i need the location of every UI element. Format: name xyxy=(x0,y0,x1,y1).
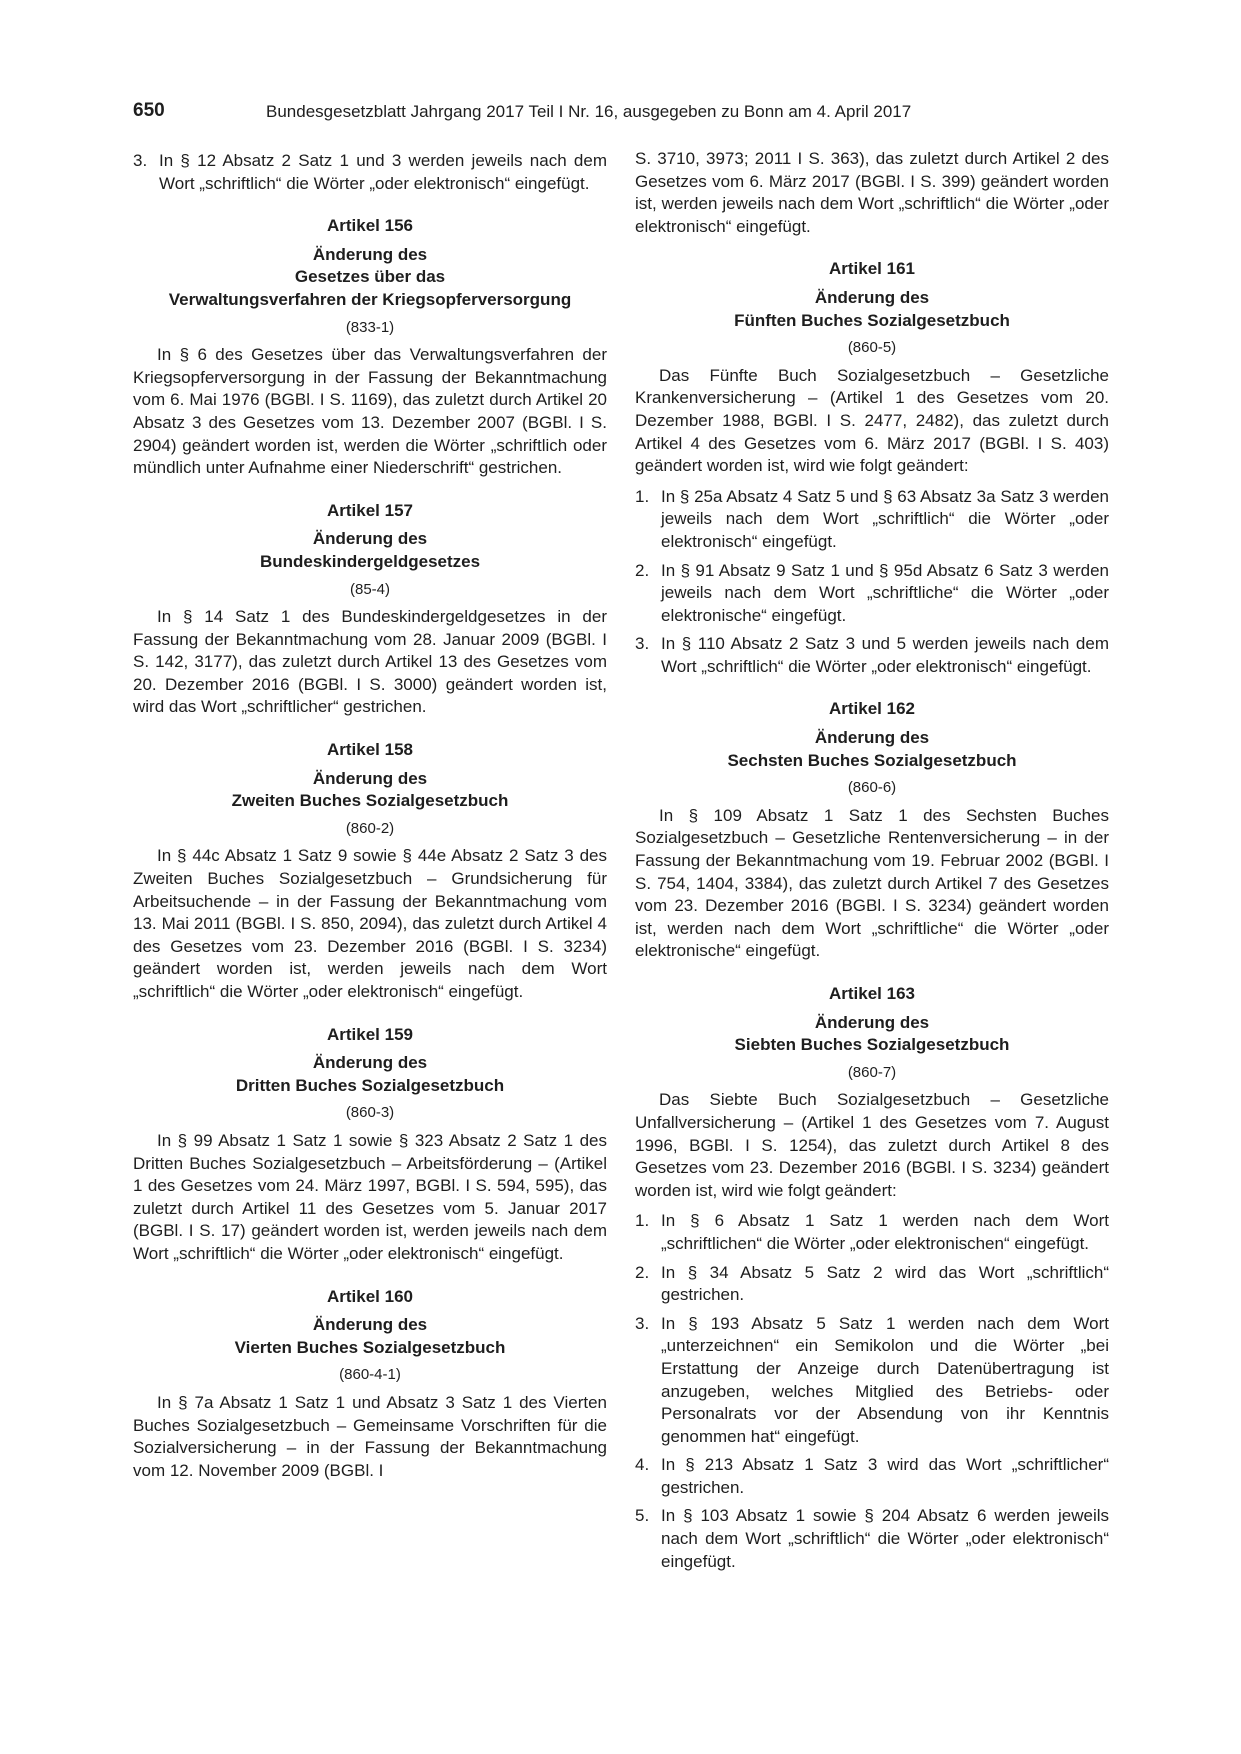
article-paragraph-continued: S. 3710, 3973; 2011 I S. 363), das zuletzt durch Artikel 2 des Gesetzes vom 6. März 2017 (BGBl. I S. 399) geändert worden ist, werden jeweils nach dem Wort „schriftlich“ die Wörter „oder elektronisch“ eingefügt. xyxy=(635,149,1109,236)
list-item xyxy=(635,486,1109,554)
article-subtitle: Siebten Buches Sozialgesetzbuch xyxy=(734,1035,1010,1055)
list-item xyxy=(635,560,1109,628)
article-paragraph: Das Siebte Buch Sozialgesetzbuch – Gesetzliche Unfallversicherung – (Artikel 1 des Gesetzes vom 7. August 1996, BGBl. I S. 1254), das zuletzt durch Artikel 8 des Gesetzes vom 23. Dezember 2016 (BGBl. I S. 3234) geändert worden ist, wird wie folgt geändert: xyxy=(635,1090,1109,1200)
article-subtitle: Änderung des xyxy=(312,1315,428,1335)
article-160 xyxy=(133,1286,607,1483)
item-text: In § 91 Absatz 9 Satz 1 und § 95d Absatz 6 Satz 3 werden jeweils nach dem Wort „schriftliche“ die Wörter „oder elektronische“ eingefügt. xyxy=(661,560,1109,625)
article-title: Artikel 161 xyxy=(829,259,915,279)
item-number: 1. xyxy=(635,1211,650,1231)
page-header xyxy=(133,100,1113,128)
article-subtitle: Änderung des xyxy=(312,529,428,549)
article-title: Artikel 159 xyxy=(327,1024,413,1044)
item-number: 3. xyxy=(133,151,148,170)
article-subtitle: Verwaltungsverfahren der Kriegsopferversorgung xyxy=(168,289,572,309)
item-number: 5. xyxy=(635,1506,650,1526)
article-subtitle: Änderung des xyxy=(312,244,428,264)
article-reference: (860-4-1) xyxy=(339,1366,401,1384)
item-text: In § 103 Absatz 1 sowie § 204 Absatz 6 werden jeweils nach dem Wort „schriftlich“ die Wörter „oder elektronisch“ eingefügt. xyxy=(661,1506,1109,1571)
article-subtitle: Änderung des xyxy=(312,1053,428,1073)
article-subtitle: Fünften Buches Sozialgesetzbuch xyxy=(734,310,1010,330)
list-item xyxy=(133,150,607,195)
article-subtitle: Zweiten Buches Sozialgesetzbuch xyxy=(231,791,509,811)
article-reference: (833-1) xyxy=(345,318,395,336)
article-title: Artikel 158 xyxy=(327,740,413,760)
article-paragraph: In § 44c Absatz 1 Satz 9 sowie § 44e Absatz 2 Satz 3 des Zweiten Buches Sozialgesetzbuch – Grundsicherung für Arbeitsuchende – in der Fassung der Bekanntmachung vom 13. Mai 2011 (BGBl. I S. 850, 2094), das zuletzt durch Artikel 4 des Gesetzes vom 23. Dezember 2016 (BGBl. I S. 3234) geändert worden ist, werden jeweils nach dem Wort „schriftlich“ die Wörter „oder elektronisch“ eingefügt. xyxy=(133,846,607,1001)
article-subtitle: Sechsten Buches Sozialgesetzbuch xyxy=(727,750,1017,770)
item-text: In § 34 Absatz 5 Satz 2 wird das Wort „schriftlich“ gestrichen. xyxy=(661,1262,1109,1305)
item-number: 2. xyxy=(635,560,650,580)
item-text: In § 213 Absatz 1 Satz 3 wird das Wort „schriftlicher“ gestrichen. xyxy=(661,1455,1109,1497)
article-reference: (860-2) xyxy=(345,819,395,837)
article-title: Artikel 157 xyxy=(327,500,413,520)
article-158 xyxy=(133,739,607,1004)
article-reference: (860-3) xyxy=(345,1104,395,1122)
item-number: 3. xyxy=(635,634,650,654)
article-title: Artikel 163 xyxy=(829,984,915,1003)
list-item xyxy=(635,1454,1109,1499)
article-163 xyxy=(635,983,1109,1573)
list-item xyxy=(635,1505,1109,1573)
list-item xyxy=(635,1313,1109,1449)
right-column xyxy=(635,148,1109,1579)
item-text: In § 12 Absatz 2 Satz 1 und 3 werden jeweils nach dem Wort „schriftlich“ die Wörter „oder elektronisch“ eingefügt. xyxy=(159,151,607,193)
running-head: Bundesgesetzblatt Jahrgang 2017 Teil I Nr. 16, ausgegeben zu Bonn am 4. April 2017 xyxy=(266,102,912,121)
article-title: Artikel 160 xyxy=(327,1286,413,1306)
article-156 xyxy=(133,215,607,480)
item-text: In § 25a Absatz 4 Satz 5 und § 63 Absatz 3a Satz 3 werden jeweils nach dem Wort „schriftlich“ die Wörter „oder elektronisch“ eingefügt. xyxy=(661,486,1109,551)
item-text: In § 6 Absatz 1 Satz 1 werden nach dem Wort „schriftlichen“ die Wörter „oder elektronischen“ eingefügt. xyxy=(661,1211,1109,1253)
article-subtitle: Dritten Buches Sozialgesetzbuch xyxy=(235,1075,505,1095)
article-subtitle: Änderung des xyxy=(312,768,428,788)
article-subtitle: Vierten Buches Sozialgesetzbuch xyxy=(234,1337,506,1357)
page-number: 650 xyxy=(133,100,165,121)
item-text: In § 110 Absatz 2 Satz 3 und 5 werden jeweils nach dem Wort „schriftlich“ die Wörter „oder elektronisch“ eingefügt. xyxy=(661,634,1109,676)
item-number: 1. xyxy=(635,486,650,506)
item-text: In § 193 Absatz 5 Satz 1 werden nach dem Wort „unterzeichnen“ ein Semikolon und die Wörter „bei Erstattung der Anzeige durch Datenübertragung ist anzugeben, welches Mitglied des Betriebs- oder Personalrats vor der Absendung von ihr Kenntnis genommen hat“ eingefügt. xyxy=(661,1313,1109,1446)
article-reference: (860-6) xyxy=(847,779,897,797)
article-reference: (860-5) xyxy=(847,339,897,357)
article-paragraph: In § 109 Absatz 1 Satz 1 des Sechsten Buches Sozialgesetzbuch – Gesetzliche Rentenversicherung – in der Fassung der Bekanntmachung vom 19. Februar 2002 (BGBl. I S. 754, 1404, 3384), das zuletzt durch Artikel 7 des Gesetzes vom 23. Dezember 2016 (BGBl. I S. 3234) geändert worden ist, werden nach dem Wort „schriftliche“ die Wörter „oder elektronische“ eingefügt. xyxy=(635,805,1109,961)
article-title: Artikel 156 xyxy=(327,216,413,236)
article-paragraph: In § 14 Satz 1 des Bundeskindergeldgesetzes in der Fassung der Bekanntmachung vom 28. Januar 2009 (BGBl. I S. 142, 3177), das zuletzt durch Artikel 13 des Gesetzes vom 20. Dezember 2016 (BGBl. I S. 3000) geändert worden ist, wird das Wort „schriftlicher“ gestrichen. xyxy=(133,607,607,717)
article-161 xyxy=(635,258,1109,678)
article-paragraph: In § 6 des Gesetzes über das Verwaltungsverfahren der Kriegsopferversorgung in der Fassung der Bekanntmachung vom 6. Mai 1976 (BGBl. I S. 1169), das zuletzt durch Artikel 20 Absatz 3 des Gesetzes vom 13. Dezember 2007 (BGBl. I S. 2904) geändert worden ist, werden die Wörter „schriftlich oder mündlich unter Aufnahme einer Niederschrift“ gestrichen. xyxy=(133,345,607,478)
item-number: 3. xyxy=(635,1313,650,1333)
article-subtitle: Änderung des xyxy=(814,728,930,748)
article-paragraph: In § 7a Absatz 1 Satz 1 und Absatz 3 Satz 1 des Vierten Buches Sozialgesetzbuch – Gemeinsame Vorschriften für die Sozialversicherung – in der Fassung der Bekanntmachung vom 12. November 2009 (BGBl. I xyxy=(133,1392,607,1480)
list-item xyxy=(635,633,1109,678)
article-paragraph: In § 99 Absatz 1 Satz 1 sowie § 323 Absatz 2 Satz 1 des Dritten Buches Sozialgesetzbuch – Arbeitsförderung – (Artikel 1 des Gesetzes vom 24. März 1997, BGBl. I S. 594, 595), das zuletzt durch Artikel 11 des Gesetzes vom 5. Januar 2017 (BGBl. I S. 17) geändert worden ist, werden jeweils nach dem Wort „schriftlich“ die Wörter „oder elektronisch“ eingefügt. xyxy=(133,1130,607,1263)
item-number: 2. xyxy=(635,1262,650,1282)
item-number: 4. xyxy=(635,1455,650,1475)
article-162 xyxy=(635,698,1109,963)
left-column xyxy=(133,150,607,1490)
article-reference: (85-4) xyxy=(349,580,390,598)
article-159 xyxy=(133,1024,607,1266)
article-subtitle: Bundeskindergeldgesetzes xyxy=(259,551,481,571)
article-subtitle: Änderung des xyxy=(814,1012,930,1032)
article-subtitle: Gesetzes über das xyxy=(294,267,446,287)
article-title: Artikel 162 xyxy=(829,699,915,719)
article-subtitle: Änderung des xyxy=(814,287,930,307)
list-item xyxy=(635,1262,1109,1307)
article-reference: (860-7) xyxy=(847,1063,897,1081)
article-paragraph: Das Fünfte Buch Sozialgesetzbuch – Gesetzliche Krankenversicherung – (Artikel 1 des Gesetzes vom 20. Dezember 1988, BGBl. I S. 2477, 2482), das zuletzt durch Artikel 4 des Gesetzes vom 6. März 2017 (BGBl. I S. 403) geändert worden ist, wird wie folgt geändert: xyxy=(635,365,1109,476)
article-157 xyxy=(133,500,607,719)
list-item xyxy=(635,1210,1109,1255)
